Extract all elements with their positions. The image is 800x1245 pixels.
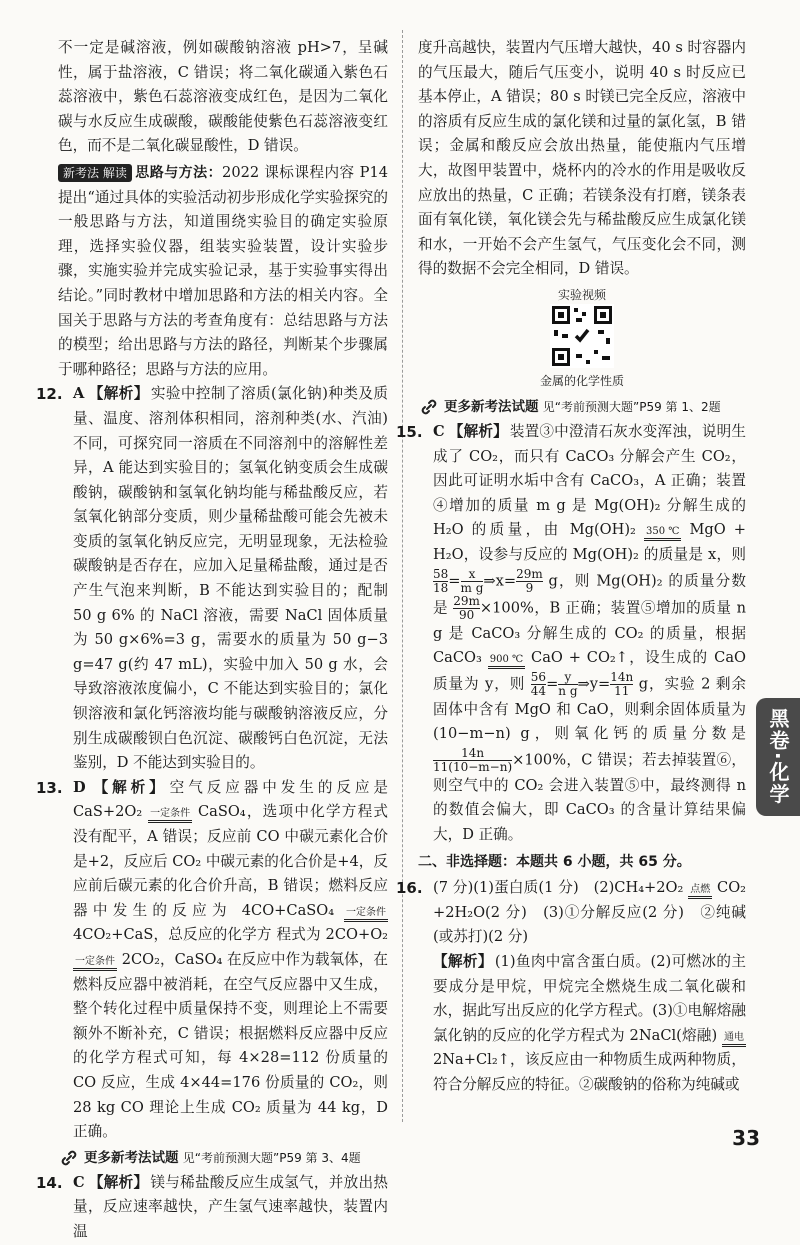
fraction-eq: $\frac{56}{44}$ <box>530 669 547 698</box>
reaction-condition: 900 ℃ <box>488 654 525 669</box>
reaction-condition: 点燃 <box>688 884 712 899</box>
question-14 <box>36 1171 388 1245</box>
subject-side-tab: 黑卷·化学 <box>756 698 800 816</box>
answer-letter: C <box>433 422 445 440</box>
left-column <box>36 36 389 1245</box>
new-law-text: 2022 课标课程内容 P14 提出“通过具体的实验活动初步形成化学实验探究的一般思路与方法，知道围绕实验目的确定实验原理，选择实验仪器，组装实验装置，设计实验步骤，实施实验并完成实验记录，基于实验事实得出结论。”同时教材中增加思路和方法的相关内容。全国关于思路与方法的考查角度有：总结思路与方法的模型；给出思路与方法的路径，判断某个步骤属于哪种路径；思路与方法的应用。 <box>58 163 389 378</box>
more-title: 更多新考法试题 <box>444 398 539 415</box>
answer-letter: C <box>73 1173 85 1191</box>
more-ref: 见“考前预测大题”P59 第 3、4题 <box>182 1150 361 1165</box>
new-law-badge: 新考法 解读 <box>58 164 132 182</box>
reaction-condition: 通电 <box>722 1032 746 1047</box>
question-number: 16. <box>396 879 423 898</box>
column-divider <box>402 30 403 1122</box>
analysis-tag: 【解析】 <box>448 422 508 440</box>
answer-letter: D <box>73 778 86 796</box>
fraction-eq: $\frac{x}{\text{m g}}$ <box>460 566 484 595</box>
analysis-tag: 【解析】 <box>89 778 168 796</box>
more-questions-link[interactable] <box>418 396 746 418</box>
fraction-eq: $\frac{29m}{9}$ <box>516 566 543 595</box>
qr-caption-bottom: 金属的化学性质 <box>539 373 624 388</box>
question-16-analysis: 【解析】 (1)鱼肉中富含蛋白质。(2)可燃冰的主要成分是甲烷，甲烷完全燃烧生成二氧化碳和水，据此写出反应的化学方程式。(3)①电解熔融氯化钠的反应的化学方程式为 2NaCl(熔融) 通电 2Na+Cl₂↑，该反应由一种物质生成两种物质，符合分解反应的特征。②碳酸钠的俗称为纯碱或 <box>433 953 746 1093</box>
fraction-eq: $\frac{y}{\text{n g}}$ <box>558 669 578 698</box>
question-number: 13. <box>36 778 63 797</box>
section-heading: 二、非选择题：本题共 6 小题，共 65 分。 <box>418 853 691 870</box>
qr-code-icon[interactable] <box>550 304 614 368</box>
reaction-condition: 一定条件 <box>344 907 388 922</box>
page-number: 33 <box>732 1126 760 1150</box>
more-title: 更多新考法试题 <box>84 1149 179 1166</box>
fraction-eq: $\frac{14n}{11(10-m-n)}$ <box>433 745 513 774</box>
question-13: 13. D 【解析】 空气反应器中发生的反应是 CaS+2O₂ 一定条件 CaSO₄，选项中化学方程式没有配平，A 错误；反应前 CO 中碳元素化合价是+2，反应后 CO₂ 中碳元素的化合价是+4，反应前后碳元素的化合价升高，B 错误；燃料反应器中发生的反应为 4CO+CaSO₄ 一定条件 4CO₂+CaS，总反应的化学方 程式为 2CO+O₂ 一定条件 2CO₂，CaSO₄ 在反应中作为载氧体，在燃料反应器中被消耗，在空气反应器中又生成，整个转化过程中质量保持不变，则理论上不需要额外不断补充，C 错误；根据燃料反应器中反应的化学方程式可知，每 4×28=112 份质量的 CO 反应，生成 4×44=176 份质量的 CO₂，则 28 kg CO 理论上生成 CO₂ 质量为 44 kg，D 正确。 <box>58 776 388 1145</box>
right-column <box>396 36 747 1098</box>
answer-letter: A <box>73 385 85 403</box>
qr-caption-top: 实验视频 <box>557 287 606 302</box>
question-14-continued: 度升高越快，装置内气压增大越快，40 s 时容器内的气压最大，随后气压变小，说明 40 s 时反应已基本停止，A 错误；80 s 时镁已完全反应，溶液中的溶质有反应生成的氯化镁和过量的氯化氢，B 错误；金属和酸反应会放出热量，能使瓶内气压增大，故图甲装置中，烧杯内的冷水的作用是吸收反应放出的热量，C 正确；若镁条没有打磨，镁条表面有氧化镁，氧化镁会先与稀盐酸反应生成氯化镁和水，一开始不会产生氢气，气压变化会不同，测得的数据不会完全相同，D 错误。 <box>418 39 746 278</box>
analysis-text: 镁与稀盐酸反应生成氢气，并放出热量，反应速率越快，产生氢气速率越快，装置内温 <box>73 1173 388 1240</box>
qr-block[interactable] <box>418 286 746 390</box>
analysis-text: 空气反应器中发生的反应是 CaS+2O₂ <box>73 778 388 821</box>
analysis-tag: 【解析】 <box>433 953 493 971</box>
analysis-tag: 【解析】 <box>88 1173 149 1191</box>
more-questions-link[interactable] <box>58 1147 388 1169</box>
question-12 <box>36 382 388 776</box>
more-ref: 见“考前预测大题”P59 第 1、2题 <box>542 399 721 414</box>
reaction-condition: 一定条件 <box>148 808 192 823</box>
new-law-note <box>58 161 388 382</box>
reaction-condition: 一定条件 <box>73 956 117 971</box>
analysis-tag: 【解析】 <box>88 385 149 403</box>
analysis-text: 实验中控制了溶质(氯化钠)种类及质量、温度、溶剂体积相同，溶剂种类(水、汽油)不同，可探究同一溶质在不同溶剂中的溶解性差异，A 能达到实验目的；氢氧化钠变质会生成碳酸钠，碳酸钠和氢氧化钠均能与稀盐酸反应，若氢氧化钠部分变质，则少量稀盐酸可能会先被未变质的氢氧化钠反应完，无明显现象，无法检验碳酸钠是否存在，应加入足量稀盐酸，通过是否产生气泡来判断，B 不能达到实验目的；配制 50 g 6% 的 NaCl 溶液，需要 NaCl 固体质量为 50 g×6%=3 g，需要水的质量为 50 g−3 g=47 g(约 47 mL)，实验中加入 50 g 水，会导致溶液浓度偏小，C 不能达到实验目的；氯化钡溶液和氯化钙溶液均能与碳酸钠溶液反应，分别生成碳酸钡白色沉淀、碳酸钙白色沉淀，无法鉴别，D 不能达到实验目的。 <box>73 385 388 772</box>
reaction-condition: 350 ℃ <box>644 526 681 541</box>
question-15: 15. C 【解析】 装置③中澄清石灰水变浑浊，说明生成了 CO₂，而只有 CaCO₃ 分解会产生 CO₂，因此可证明水垢中含有 CaCO₃，A 正确；装置④增加的质量 m g 是 Mg(OH)₂ 分解生成的 H₂O 的质量，由 Mg(OH)₂ 350 ℃ MgO + H₂O，设参与反应的 Mg(OH)₂ 的质量是 x，则 $\frac{58}{18}$ = $\frac{x}{\text{m g}}$ ⇒x= $\frac{29m}{9}$ g，则 Mg(OH)₂ 的质量分数是 $\frac{29m}{90}$ ×100%，B 正确；装置⑤增加的质量 n g 是 CaCO₃ 分解生成的 CO₂ 的质量，根据 CaCO₃ 900 ℃ CaO + CO₂↑，设生成的 CaO 质量为 y，则 $\frac{56}{44}$ = $\frac{y}{\text{n g}}$ ⇒y= $\frac{14n}{11}$ g，实验 2 剩余固体中含有 MgO 和 CaO，则剩余固体质量为(10−m−n) g，则氧化钙的质量分数是 $\frac{14n}{11(10-m-n)}$ ×100%，C 错误；若去掉装置⑥，则空气中的 CO₂ 会进入装置⑤中，最终测得 n 的数值会偏大，即 CaCO₃ 的含量计算结果偏大，D 正确。 <box>418 420 746 848</box>
question-number: 15. <box>396 422 423 441</box>
fraction-eq: $\frac{29m}{90}$ <box>453 593 480 622</box>
intro-paragraph: 不一定是碱溶液，例如碳酸钠溶液 pH>7，呈碱性，属于盐溶液，C 错误；将二氧化碳通入紫色石蕊溶液中，紫色石蕊溶液变成红色，是因为二氧化碳与水反应生成碳酸，碳酸能使紫色石蕊溶液变红色，而不是二氧化碳显酸性，D 错误。 <box>58 39 388 155</box>
question-number: 12. <box>36 385 63 404</box>
fraction-eq: $\frac{58}{18}$ <box>433 566 449 595</box>
fraction-eq: $\frac{14n}{11}$ <box>610 669 634 698</box>
question-16: 16. (7 分)(1)蛋白质(1 分) (2)CH₄+2O₂ 点燃 CO₂ +2H₂O(2 分) (3)①分解反应(2 分) ②纯碱(或苏打)(2 分) <box>418 876 746 950</box>
question-number: 14. <box>36 1173 63 1192</box>
new-law-title: 思路与方法： <box>134 164 223 181</box>
